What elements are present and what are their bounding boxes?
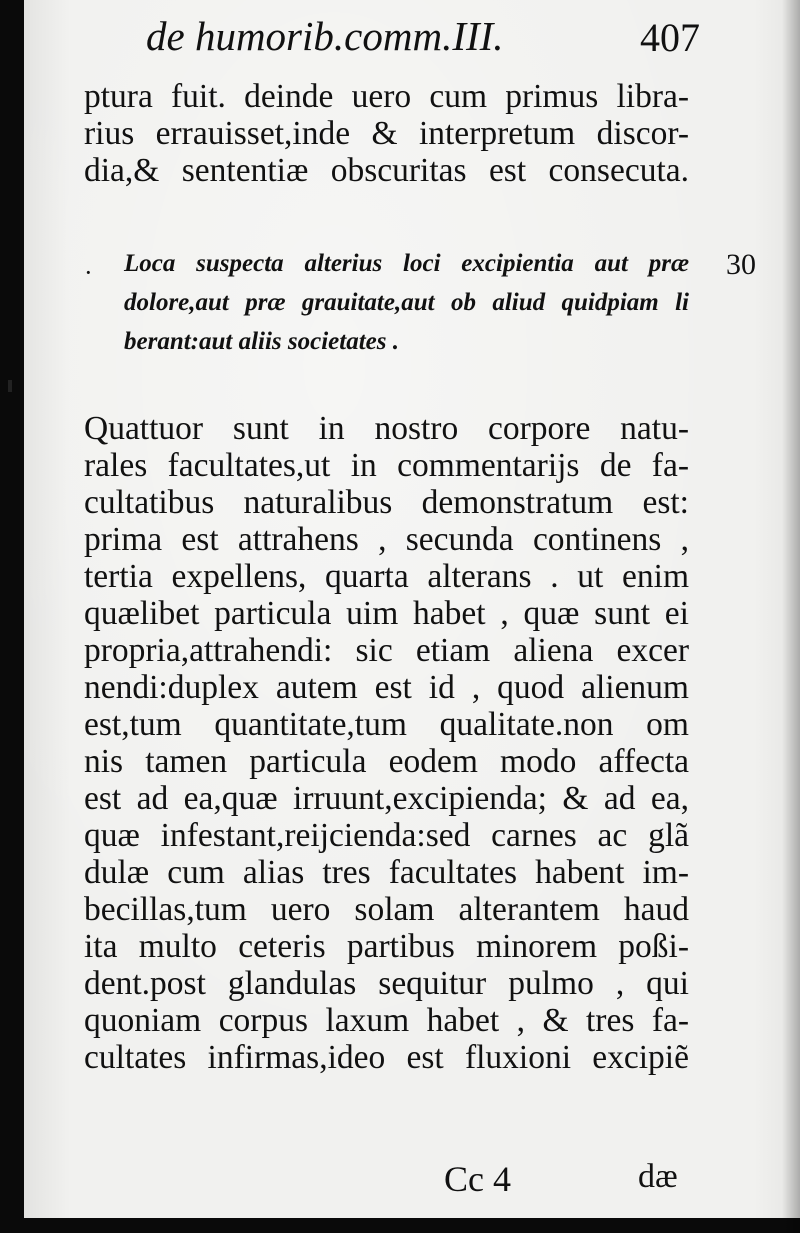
text-line: est,tum quantitate,tum qualitate.non om <box>84 706 689 743</box>
text-line: cultates infirmas,ideo est fluxioni excipiẽ <box>84 1039 689 1076</box>
signature-mark: Cc 4 <box>444 1159 511 1199</box>
catchword: dæ <box>638 1158 678 1195</box>
margin-number: 30 <box>726 248 756 281</box>
text-line: quælibet particula uim habet , quæ sunt ei <box>84 595 689 632</box>
text-line: dolore,aut præ grauitate,aut ob aliud quidpiam li <box>124 289 689 316</box>
page-number: 407 <box>640 15 700 60</box>
text-line: quoniam corpus laxum habet , & tres fa- <box>84 1002 689 1039</box>
running-head: de humorib.comm.III. <box>146 13 504 59</box>
text-line: ptura fuit. deinde uero cum primus libra- <box>84 78 689 115</box>
text-line: quæ infestant,reijcienda:sed carnes ac glã <box>84 817 689 854</box>
text-line: becillas,tum uero solam alterantem haud <box>84 891 689 928</box>
paragraph-top <box>84 78 689 189</box>
text-line: Quattuor sunt in nostro corpore natu- <box>84 410 689 447</box>
text-line: ita multo ceteris partibus minorem poßi- <box>84 928 689 965</box>
text-line: prima est attrahens , secunda continens , <box>84 521 689 558</box>
commentary-text <box>84 410 689 1076</box>
text-line: nendi:duplex autem est id , quod alienum <box>84 669 689 706</box>
book-page <box>24 0 800 1218</box>
page-edge-shadow <box>782 0 800 1233</box>
text-line: Loca suspecta alterius loci excipientia aut præ <box>124 250 689 277</box>
lemma-text <box>124 244 689 361</box>
text-line: est ad ea,quæ irruunt,excipienda; & ad ea, <box>84 780 689 817</box>
text-line: propria,attrahendi: sic etiam aliena excer <box>84 632 689 669</box>
text-line: rales facultates,ut in commentarijs de fa- <box>84 447 689 484</box>
text-line: nis tamen particula eodem modo affecta <box>84 743 689 780</box>
lemma-mark-icon: · <box>84 258 93 287</box>
text-line: berant:aut aliis societates . <box>124 328 399 355</box>
text-line: dulæ cum alias tres facultates habent im- <box>84 854 689 891</box>
text-line: dent.post glandulas sequitur pulmo , qui <box>84 965 689 1002</box>
margin-speck <box>8 380 12 392</box>
text-line: tertia expellens, quarta alterans . ut enim <box>84 558 689 595</box>
text-line: dia,& sententiæ obscuritas est consecuta. <box>84 152 689 189</box>
show-through <box>94 208 103 250</box>
text-line: cultatibus naturalibus demonstratum est: <box>84 484 689 521</box>
text-line: rius errauisset,inde & interpretum discor- <box>84 115 689 152</box>
